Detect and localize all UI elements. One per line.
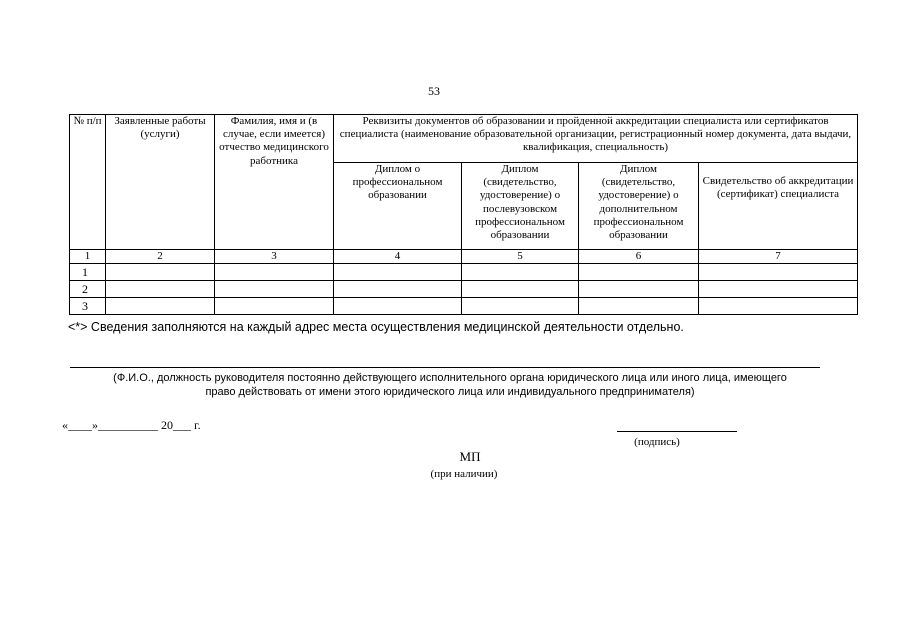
- form-table: [69, 114, 858, 315]
- table-cell[interactable]: [215, 298, 334, 315]
- header-diploma-postgraduate: Диплом (свидетельство, удостоверение) о послевузовском профессиональном образовании: [462, 163, 579, 250]
- row-number: 2: [70, 281, 106, 298]
- column-number: 2: [106, 250, 215, 264]
- page-number: 53: [428, 84, 440, 98]
- column-number-row: [70, 250, 858, 264]
- table-row: [70, 264, 858, 281]
- table-cell[interactable]: [334, 264, 462, 281]
- table-row: [70, 281, 858, 298]
- signature-caption: (подпись): [634, 436, 680, 448]
- table-cell[interactable]: [334, 298, 462, 315]
- column-number: 1: [70, 250, 106, 264]
- column-number: 3: [215, 250, 334, 264]
- row-number: 1: [70, 264, 106, 281]
- table-cell[interactable]: [106, 298, 215, 315]
- table-cell[interactable]: [699, 281, 858, 298]
- table-cell[interactable]: [579, 281, 699, 298]
- header-document-requisites: Реквизиты документов об образовании и пройденной аккредитации специалиста или сертификатов специалиста (наименование образовательной организации, регистрационный номер документа, дата выдачи, квалификация, специальность): [334, 115, 858, 163]
- table-cell[interactable]: [699, 264, 858, 281]
- header-full-name: Фамилия, имя и (в случае, если имеется) отчество медицинского работника: [215, 115, 334, 250]
- stamp-note: (при наличии): [430, 468, 498, 480]
- table-cell[interactable]: [106, 264, 215, 281]
- table-cell[interactable]: [579, 298, 699, 315]
- column-number: 4: [334, 250, 462, 264]
- header-works: Заявленные работы (услуги): [106, 115, 215, 250]
- header-diploma-additional: Диплом (свидетельство, удостоверение) о дополнительном профессиональном образовании: [579, 163, 699, 250]
- table-cell[interactable]: [462, 264, 579, 281]
- header-diploma-professional: Диплом о профессиональном образовании: [334, 163, 462, 250]
- table-row: [70, 298, 858, 315]
- column-number: 7: [699, 250, 858, 264]
- table-cell[interactable]: [579, 264, 699, 281]
- header-number: № п/п: [70, 115, 106, 250]
- header-accreditation-certificate: Свидетельство об аккредитации (сертификат) специалиста: [699, 163, 858, 250]
- column-number: 5: [462, 250, 579, 264]
- table-cell[interactable]: [462, 298, 579, 315]
- table-cell[interactable]: [106, 281, 215, 298]
- signature-line[interactable]: [617, 431, 737, 432]
- stamp-label: МП: [459, 449, 481, 464]
- table-cell[interactable]: [699, 298, 858, 315]
- signatory-caption-line-1: (Ф.И.О., должность руководителя постоянно действующего исполнительного органа юридического лица или иного лица, имеющего: [113, 372, 787, 384]
- row-number: 3: [70, 298, 106, 315]
- signatory-caption-line-2: право действовать от имени этого юридического лица или индивидуального предпринимателя): [205, 386, 695, 399]
- footnote: <*> Сведения заполняются на каждый адрес места осуществления медицинской деятельности отдельно.: [68, 320, 684, 334]
- table-cell[interactable]: [334, 281, 462, 298]
- table-cell[interactable]: [462, 281, 579, 298]
- table-cell[interactable]: [215, 264, 334, 281]
- table-cell[interactable]: [215, 281, 334, 298]
- column-number: 6: [579, 250, 699, 264]
- date-field[interactable]: «____»__________ 20___ г.: [62, 418, 201, 432]
- signatory-caption: [70, 371, 830, 400]
- signatory-line[interactable]: [70, 367, 820, 368]
